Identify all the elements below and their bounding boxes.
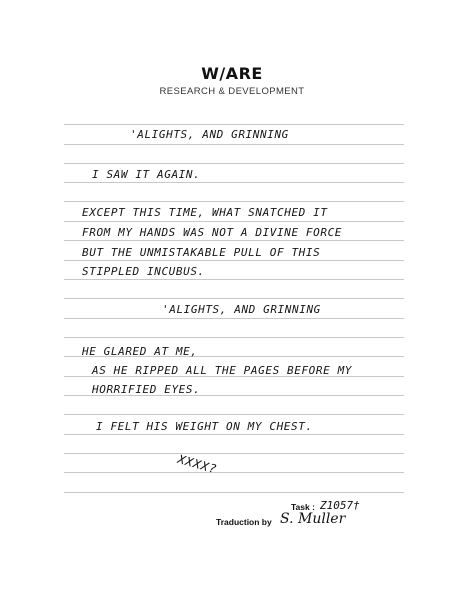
rule-line [64,318,404,319]
rule-line [64,298,404,299]
rule-line [64,492,404,493]
handwritten-line-6: STIPPLED INCUBUS. [82,265,205,278]
rule-line [64,221,404,222]
handwritten-line-3: EXCEPT THIS TIME, WHAT SNATCHED IT [82,206,328,219]
task-label: Task : [291,502,315,512]
handwritten-line-11: I FELT HIS WEIGHT ON MY CHEST. [96,420,313,433]
rule-line [64,453,404,454]
rule-line [64,260,404,261]
rule-line [64,472,404,473]
handwritten-line-10: HORRIFIED EYES. [92,383,201,396]
handwritten-line-5: BUT THE UNMISTAKABLE PULL OF THIS [82,246,321,259]
rule-line [64,414,404,415]
translation-label: Traduction by [216,517,272,527]
rule-line [64,279,404,280]
company-logo: W/ARE [201,64,263,83]
rule-line [64,124,404,125]
handwritten-kisses: XXXX? [176,452,219,477]
handwritten-line-4: FROM MY HANDS WAS NOT A DIVINE FORCE [82,226,343,239]
company-subtitle: RESEARCH & DEVELOPMENT [159,86,305,97]
letterhead [0,64,464,97]
rule-line [64,337,404,338]
rule-line [64,434,404,435]
rule-line [64,182,404,183]
handwritten-line-9: AS HE RIPPED ALL THE PAGES BEFORE MY [92,364,353,377]
handwritten-line-1: 'ALIGHTS, AND GRINNING [130,128,289,141]
rule-line [64,163,404,164]
handwritten-signature: S. Muller [280,511,346,527]
handwritten-line-7: 'ALIGHTS, AND GRINNING [162,303,321,316]
rule-line [64,144,404,145]
rule-line [64,201,404,202]
task-number: Z1057† [320,499,360,512]
handwritten-line-8: HE GLARED AT ME, [82,345,198,358]
handwritten-line-2: I SAW IT AGAIN. [92,168,201,181]
rule-line [64,240,404,241]
